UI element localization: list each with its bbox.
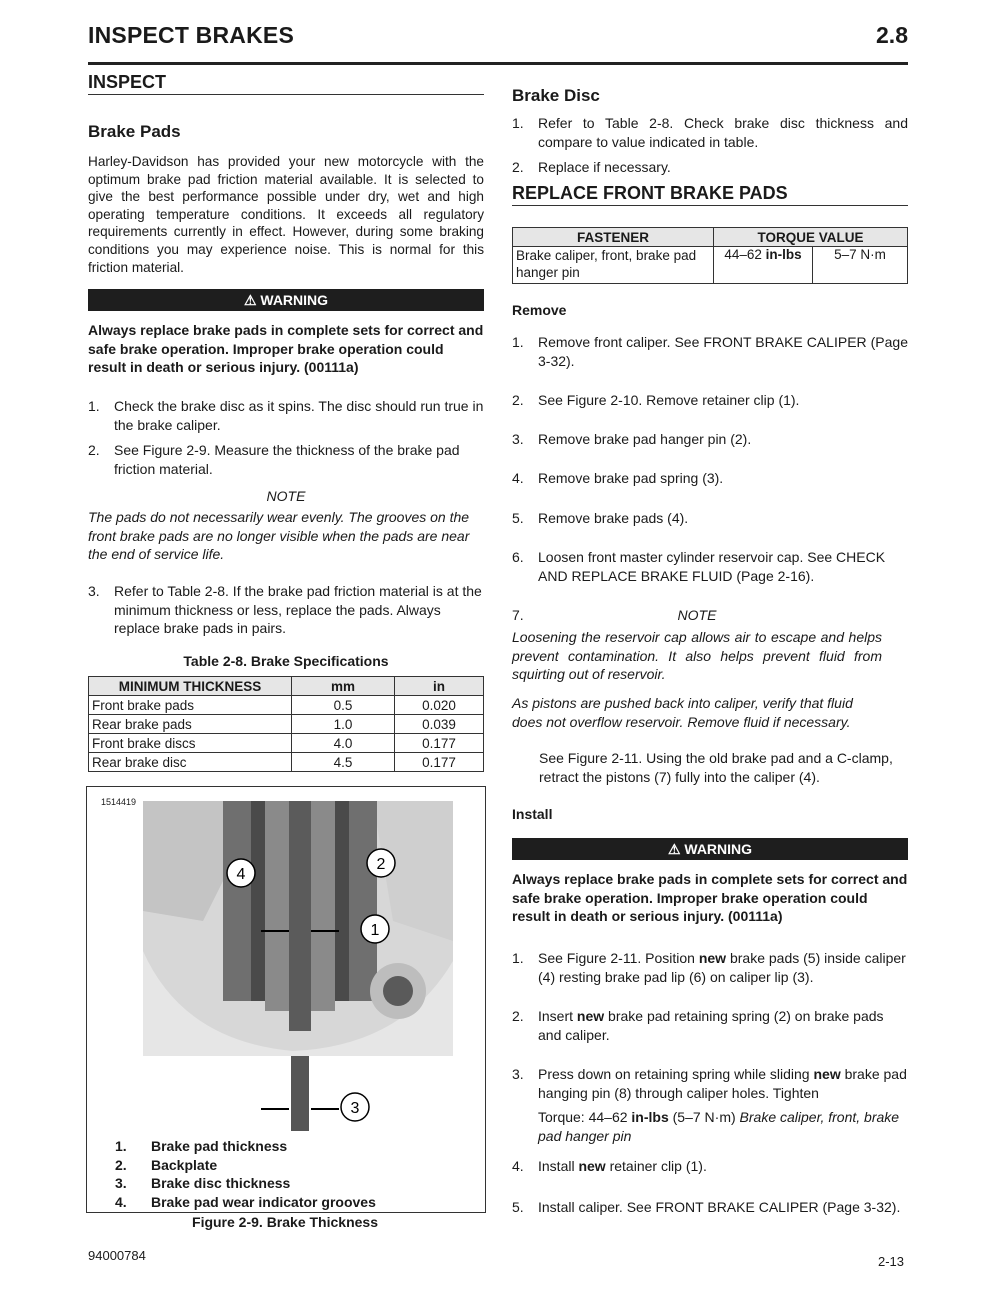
warning-bar: ⚠ WARNING [88, 289, 484, 311]
list-item [512, 1157, 908, 1176]
table-row [89, 696, 484, 715]
table-cell: 0.020 [395, 696, 484, 715]
step-text: Loosen front master cylinder reservoir cap. See CHECK AND REPLACE BRAKE FLUID (Page 2-16). [538, 549, 886, 584]
table-header: in [395, 677, 484, 696]
step-text: See Figure 2-11. Using the old brake pad and a C-clamp, retract the pistons (7) fully into the caliper (4). [539, 750, 893, 785]
table-row [89, 734, 484, 753]
step-number: 4. [512, 1158, 524, 1174]
step-text: Check the brake disc as it spins. The disc should run true in the brake caliper. [114, 398, 484, 433]
inspect-heading: INSPECT [88, 72, 484, 95]
table-cell: Rear brake pads [89, 715, 292, 734]
legend-text: Backplate [151, 1156, 218, 1173]
legend-item [115, 1193, 376, 1212]
warning-bar: ⚠ WARNING [512, 838, 908, 860]
list-item [512, 1065, 908, 1102]
table-row [513, 247, 908, 284]
legend-number: 3. [115, 1175, 127, 1191]
figure-id: 1514419 [101, 797, 137, 807]
table-cell: 0.039 [395, 715, 484, 734]
torque-unit: in-lbs [765, 247, 802, 262]
step-text: Insert new brake pad retaining spring (2) on brake pads and caliper. [538, 1008, 884, 1043]
step-text: Press down on retaining spring while sliding new brake pad hanging pin (8) through caliper holes. Tighten [538, 1066, 907, 1101]
step-text: Install new retainer clip (1). [538, 1158, 707, 1174]
warning-text: Always replace brake pads in complete sets for correct and safe brake operation. Improper brake operation could result in death or serious injury. (00111a) [512, 871, 908, 924]
table-cell: 5–7 N·m [813, 247, 908, 284]
brake-disc-heading: Brake Disc [512, 86, 600, 105]
step-number: 7. [512, 607, 524, 623]
install-heading: Install [512, 806, 553, 822]
list-item [88, 441, 484, 478]
list-item [512, 1007, 908, 1044]
torque-value: 44–62 [724, 247, 766, 262]
table-row [89, 753, 484, 772]
table-header-row [513, 228, 908, 247]
page-number: 2-13 [877, 1254, 904, 1269]
step-text: Refer to Table 2-8. Check brake disc thickness and compare to value indicated in table. [538, 115, 908, 150]
figure-caption: Figure 2-9. Brake Thickness [192, 1214, 378, 1230]
list-item [512, 949, 908, 986]
step-text: See Figure 2-11. Position new brake pads (5) inside caliper (4) resting brake pad lip (6) on caliper lip (3). [538, 950, 906, 985]
step-number: 5. [512, 1199, 524, 1215]
note-text: Loosening the reservoir cap allows air to escape and helps prevent contamination. It also helps prevent fluid from squirting out of reservoir. [512, 629, 882, 682]
legend-number: 1. [115, 1138, 127, 1154]
table-cell: 4.0 [292, 734, 395, 753]
step-number: 4. [512, 470, 524, 486]
legend-item [115, 1174, 376, 1193]
step-text: Install caliper. See FRONT BRAKE CALIPER (Page 3-32). [538, 1199, 901, 1215]
table-row [89, 715, 484, 734]
table-cell: 4.5 [292, 753, 395, 772]
step-text: See Figure 2-10. Remove retainer clip (1). [538, 392, 800, 408]
page-title: INSPECT BRAKES [88, 22, 294, 48]
torque-spec: Torque: 44–62 in-lbs (5–7 N·m) Brake caliper, front, brake pad hanger pin [538, 1109, 900, 1144]
table-header-row [89, 677, 484, 696]
list-item [88, 397, 484, 434]
step-number: 3. [512, 431, 524, 447]
table-cell [714, 247, 813, 284]
table-cell: Rear brake disc [89, 753, 292, 772]
step-text: Replace if necessary. [538, 159, 671, 175]
step-text: Refer to Table 2-8. If the brake pad friction material is at the minimum thickness or less, replace the pads. Always replace brake pads in pairs. [114, 583, 482, 636]
step-number: 3. [88, 583, 100, 599]
step-number: 2. [88, 442, 100, 458]
step-number: 1. [88, 398, 100, 414]
legend-number: 4. [115, 1193, 127, 1210]
step-text: Remove front caliper. See FRONT BRAKE CALIPER (Page 3-32). [538, 334, 908, 369]
brake-caliper-photo [143, 801, 453, 1131]
note-text: As pistons are pushed back into caliper, verify that fluid does not overflow reservoir. Remove fluid if necessary. [512, 695, 853, 730]
step-text: Remove brake pad spring (3). [538, 470, 724, 486]
step-number: 1. [512, 334, 524, 350]
callout-4-label: 4 [236, 866, 246, 883]
list-item [512, 469, 908, 488]
table-header: TORQUE VALUE [714, 228, 908, 247]
table-header: mm [292, 677, 395, 696]
legend-number: 2. [115, 1156, 127, 1173]
note-text: The pads do not necessarily wear evenly. The grooves on the front brake pads are no longer visible when the pads are near the end of service life. [88, 509, 470, 562]
table-cell: 1.0 [292, 715, 395, 734]
table-cell: Front brake discs [89, 734, 292, 753]
table-header: FASTENER [513, 228, 714, 247]
brake-pads-heading: Brake Pads [88, 122, 181, 141]
table-cell: 0.177 [395, 734, 484, 753]
step-number: 2. [512, 1008, 524, 1024]
step-number: 6. [512, 549, 524, 565]
list-item [512, 114, 908, 151]
list-item [88, 582, 484, 638]
step-number: 2. [512, 392, 524, 408]
document-number: 94000784 [88, 1248, 146, 1263]
list-item [512, 430, 908, 449]
table-header: MINIMUM THICKNESS [89, 677, 292, 696]
list-item [512, 333, 908, 370]
legend-item [115, 1137, 376, 1156]
list-item [512, 391, 908, 410]
step-number: 2. [512, 159, 524, 175]
remove-heading: Remove [512, 302, 567, 318]
list-item [512, 1198, 908, 1217]
table-cell: Front brake pads [89, 696, 292, 715]
step-text: Remove brake pad hanger pin (2). [538, 431, 752, 447]
note-heading: NOTE [266, 488, 306, 504]
step-text: Remove brake pads (4). [538, 510, 689, 526]
brake-pads-intro: Harley-Davidson has provided your new motorcycle with the optimum brake pad friction material available. It is selected to give the best performance possible under dry, wet and high operating temperature conditions. It exceeds all regulatory requirements currently in effect. However, during some braking conditions you may experience noise. This is normal for this friction material. [88, 154, 484, 275]
section-number: 2.8 [876, 22, 908, 48]
legend-text: Brake pad wear indicator grooves [151, 1193, 376, 1210]
table-cell: Brake caliper, front, brake pad hanger pin [513, 247, 714, 284]
legend-text: Brake disc thickness [151, 1175, 291, 1191]
legend-item [115, 1156, 376, 1175]
note-heading: NOTE [677, 607, 717, 623]
table-cell: 0.5 [292, 696, 395, 715]
step-number: 5. [512, 510, 524, 526]
table-cell: 0.177 [395, 753, 484, 772]
step-text: See Figure 2-9. Measure the thickness of the brake pad friction material. [114, 442, 460, 477]
header-rule [88, 62, 908, 65]
callout-2-label: 2 [376, 856, 386, 873]
torque-table [512, 227, 908, 284]
legend-text: Brake pad thickness [151, 1138, 288, 1154]
brake-spec-table [88, 676, 484, 772]
callout-1-label: 1 [370, 922, 380, 939]
replace-front-brake-pads-heading: REPLACE FRONT BRAKE PADS [512, 183, 908, 206]
figure-legend [115, 1137, 376, 1211]
list-item [512, 509, 908, 528]
step-number: 1. [512, 115, 524, 131]
step-number: 3. [512, 1066, 524, 1082]
list-item [512, 548, 908, 585]
table-caption: Table 2-8. Brake Specifications [183, 653, 389, 669]
step-number: 1. [512, 950, 524, 966]
warning-text: Always replace brake pads in complete sets for correct and safe brake operation. Improper brake operation could result in death or serious injury. (00111a) [88, 322, 484, 375]
figure-brake-thickness [86, 786, 486, 1213]
list-item [512, 158, 908, 177]
callout-3-label: 3 [350, 1100, 360, 1117]
